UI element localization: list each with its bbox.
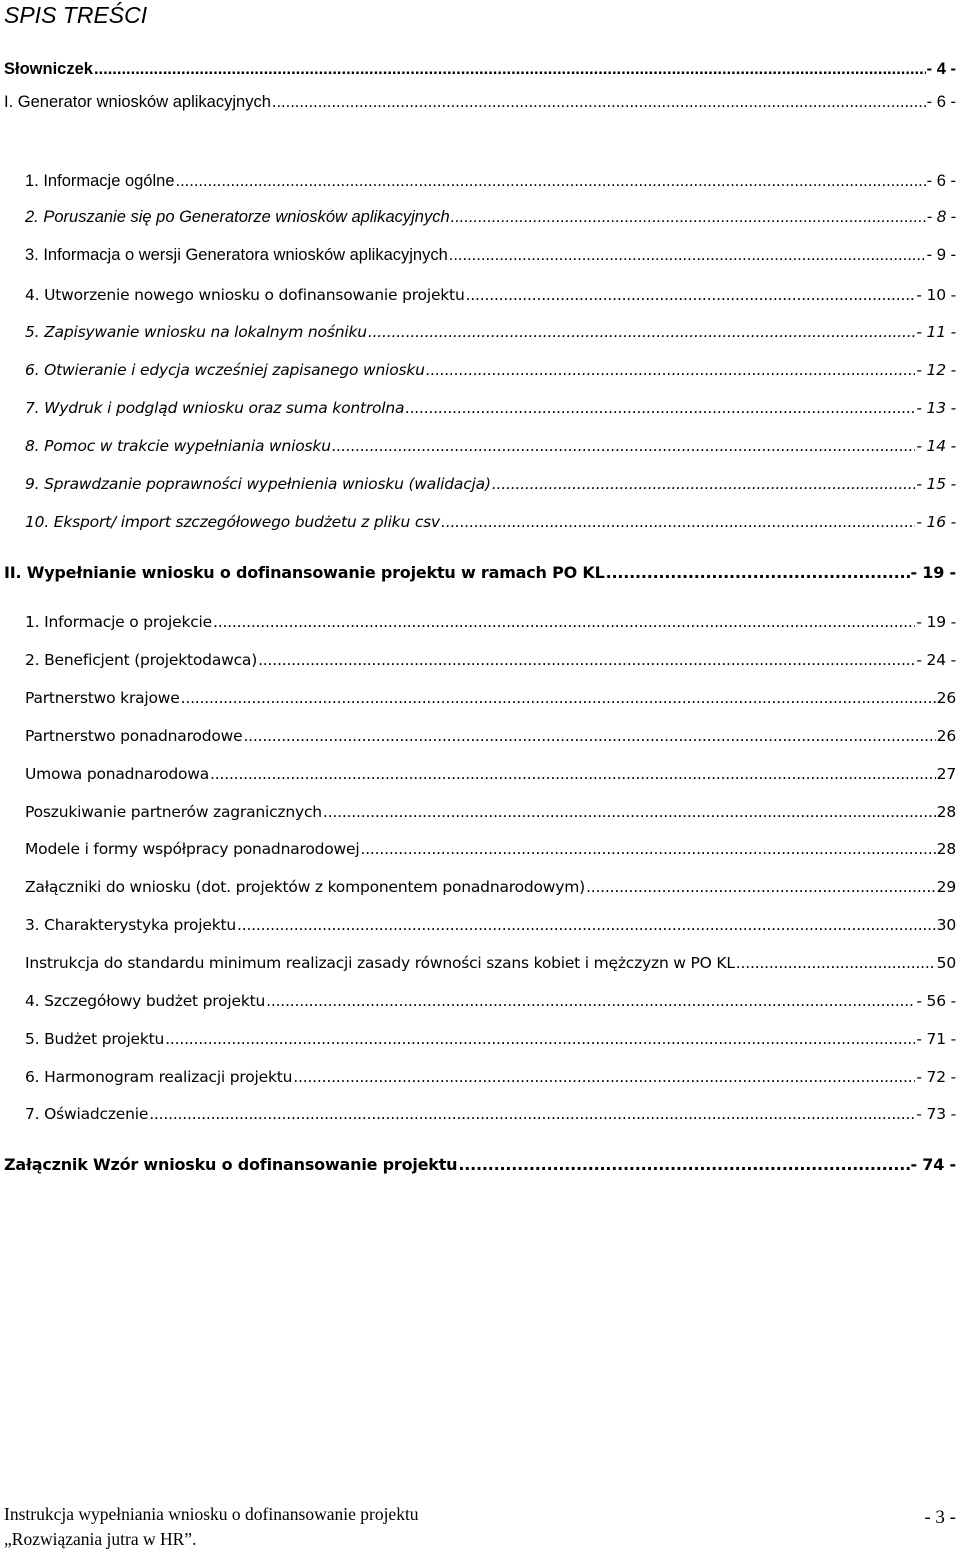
toc-entry[interactable]: 1. Informacje ogólne ..... - 6 - [25,172,956,191]
toc-entry[interactable]: 5. Budżet projektu ..... - 71 - [25,1030,956,1048]
toc-entry[interactable]: Poszukiwanie partnerów zagranicznych ..... 28 [25,803,956,821]
toc-entry[interactable]: Załączniki do wniosku (dot. projektów z komponentem ponadnarodowym) ..... 29 [25,878,956,896]
toc-entry[interactable]: Modele i formy współpracy ponadnarodowej ..... 28 [25,840,956,858]
toc-entry[interactable]: Umowa ponadnarodowa ..... 27 [25,765,956,783]
toc-entry[interactable]: I. Generator wniosków aplikacyjnych ..... - 6 - [4,93,956,112]
page-number: - 3 - [924,1507,956,1528]
toc-entry[interactable]: 2. Poruszanie się po Generatorze wniosków aplikacyjnych ..... - 8 - [25,208,956,227]
footer-project-name: „Rozwiązania jutra w HR”. [4,1529,197,1549]
toc-entry[interactable]: Partnerstwo ponadnarodowe ..... 26 [25,727,956,745]
toc-entry[interactable]: 3. Charakterystyka projektu ..... 30 [25,916,956,934]
toc-entry[interactable]: 3. Informacja o wersji Generatora wniosków aplikacyjnych ..... - 9 - [25,246,956,265]
toc-entry[interactable]: 8. Pomoc w trakcie wypełniania wniosku ..... - 14 - [25,437,956,455]
toc-entry[interactable]: 4. Szczegółowy budżet projektu ..... - 56 - [25,992,956,1010]
toc-entry[interactable]: II. Wypełnianie wniosku o dofinansowanie projektu w ramach PO KL ..... - 19 - [4,563,956,582]
page-footer [4,1502,419,1552]
toc-entry[interactable]: 6. Harmonogram realizacji projektu ..... - 72 - [25,1068,956,1086]
footer-document-title: Instrukcja wypełniania wniosku o dofinansowanie projektu [4,1504,419,1524]
toc-entry[interactable]: Załącznik Wzór wniosku o dofinansowanie projektu ..... - 74 - [4,1155,956,1174]
toc-entry[interactable]: 10. Eksport/ import szczegółowego budżetu z pliku csv ..... - 16 - [25,513,956,531]
toc-title: SPIS TREŚCI [4,2,148,28]
toc-entry[interactable]: 4. Utworzenie nowego wniosku o dofinansowanie projektu ..... - 10 - [25,286,956,304]
toc-entry[interactable]: Instrukcja do standardu minimum realizacji zasady równości szans kobiet i mężczyzn w PO KL ..... 50 [25,954,956,972]
toc-entry[interactable]: 6. Otwieranie i edycja wcześniej zapisanego wniosku ..... - 12 - [25,361,956,379]
toc-entry[interactable]: 7. Wydruk i podgląd wniosku oraz suma kontrolna ..... - 13 - [25,399,956,417]
toc-entry[interactable]: 5. Zapisywanie wniosku na lokalnym nośniku ..... - 11 - [25,323,956,341]
toc-entry[interactable]: Partnerstwo krajowe ..... 26 [25,689,956,707]
toc-entry[interactable]: Słowniczek ..... - 4 - [4,60,956,79]
toc-entry[interactable]: 1. Informacje o projekcie ..... - 19 - [25,613,956,631]
toc-entry[interactable]: 2. Beneficjent (projektodawca) ..... - 24 - [25,651,956,669]
toc-entry[interactable]: 7. Oświadczenie ..... - 73 - [25,1105,956,1123]
toc-entry[interactable]: 9. Sprawdzanie poprawności wypełnienia wniosku (walidacja) ..... - 15 - [25,475,956,493]
